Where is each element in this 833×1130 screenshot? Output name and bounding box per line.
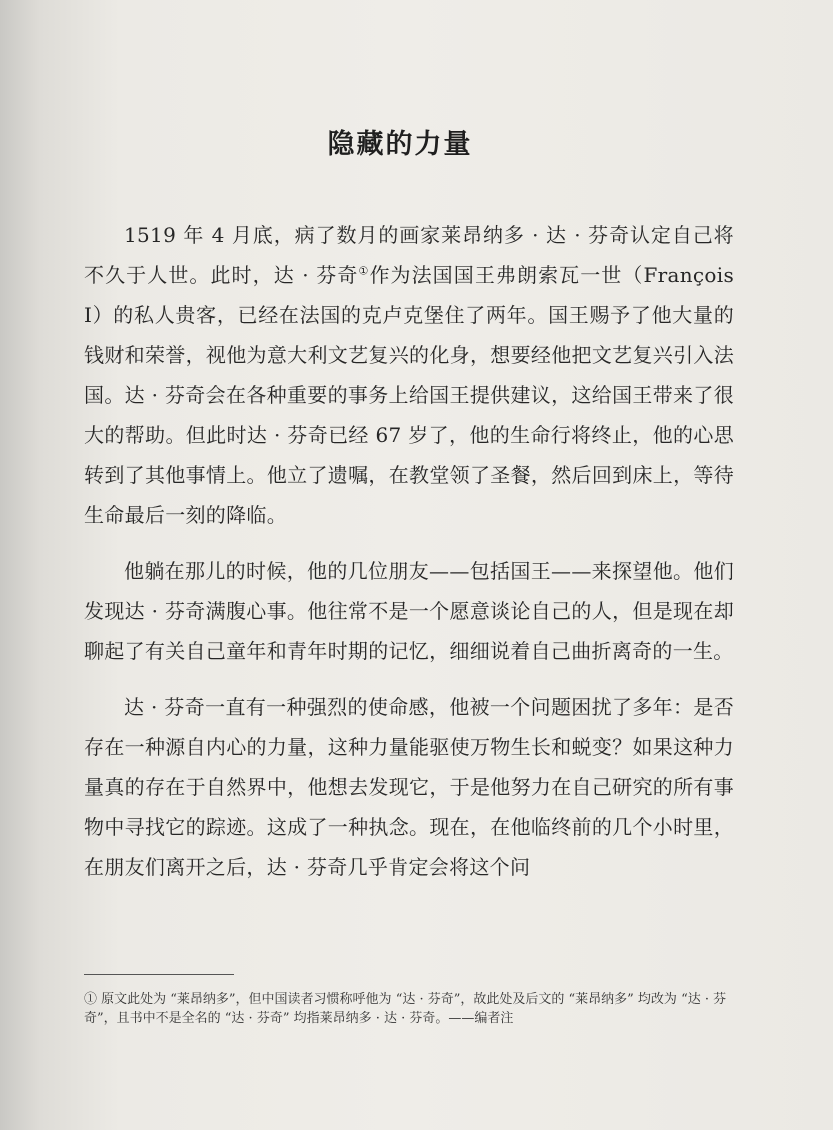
paragraph-1-part-2: 作为法国国王弗朗索瓦一世（François I）的私人贵客，已经在法国的克卢克堡住了两年。国王赐予了他大量的钱财和荣誉，视他为意大利文艺复兴的化身，想要经他把文艺复兴引入法国。达 · 芬奇会在各种重要的事务上给国王提供建议，这给国王带来了很大的帮助。但此时达 · 芬奇已经 67 岁了，他的生命行将终止，他的心思转到了其他事情上。他立了遗嘱，在教堂领了圣餐，然后回到床上，等待生命最后一刻的降临。	[84, 263, 735, 527]
footnote-divider	[84, 974, 234, 975]
footnote-reference: ①	[358, 264, 370, 278]
paragraph-1-part-1: 1519 年 4 月底，病了数月的画家莱昂纳多 · 达 · 芬奇认定自己将不久于人世。此时，达 · 芬奇	[84, 223, 734, 287]
paragraph-1	[84, 215, 734, 535]
footnote: ① 原文此处为 “莱昂纳多”，但中国读者习惯称呼他为 “达 · 芬奇”，故此处及后文的 “莱昂纳多” 均改为 “达 · 芬奇”，且书中不是全名的 “达 · 芬奇” 均指莱昂纳多 · 达 · 芬奇。——编者注	[84, 992, 727, 1026]
chapter-title: 隐藏的力量	[327, 129, 473, 160]
body-text	[84, 215, 734, 903]
paragraph-3: 达 · 芬奇一直有一种强烈的使命感，他被一个问题困扰了多年：是否存在一种源自内心的力量，这种力量能驱使万物生长和蜕变？如果这种力量真的存在于自然界中，他想去发现它，于是他努力在自己研究的所有事物中寻找它的踪迹。这成了一种执念。现在，在他临终前的几个小时里，在朋友们离开之后，达 · 芬奇几乎肯定会将这个问	[84, 695, 734, 879]
paragraph-2: 他躺在那儿的时候，他的几位朋友——包括国王——来探望他。他们发现达 · 芬奇满腹心事。他往常不是一个愿意谈论自己的人，但是现在却聊起了有关自己童年和青年时期的记忆，细细说着自己曲折离奇的一生。	[84, 559, 734, 663]
